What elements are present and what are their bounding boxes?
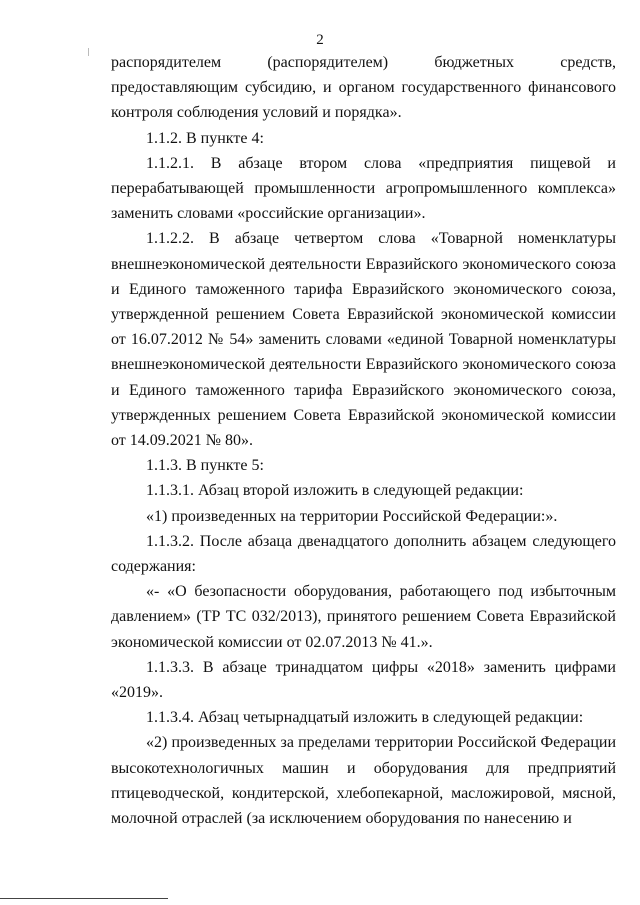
bottom-rule	[0, 898, 168, 899]
margin-mark	[88, 48, 89, 56]
paragraph-1-1-3-4: 1.1.3.4. Абзац четырнадцатый изложить в следующей редакции:	[146, 709, 584, 727]
paragraph-1-1-3-1: 1.1.3.1. Абзац второй изложить в следующей редакции:	[146, 482, 524, 500]
paragraph-1-1-3-heading: 1.1.3. В пункте 5:	[146, 457, 264, 475]
document-body	[111, 50, 616, 831]
page-number: 2	[316, 32, 324, 48]
paragraph-quote-1: «1) произведенных на территории Российской Федерации:».	[146, 507, 558, 525]
paragraph-1-1-2-1: 1.1.2.1. В абзаце втором слова «предприятия пищевой и перерабатывающей промышленности агропромышленного комплекса» заменить словами «российские организации».	[111, 154, 616, 223]
paragraph-quote-2: «2) произведенных за пределами территории Российской Федерации высокотехнологичных машин и оборудования для предприятий птицеводческой, кондитерской, хлебопекарной, масложировой, мясной, молочной отраслей (за исключением оборудования по нанесению и	[111, 734, 616, 828]
paragraph-1-1-3-3: 1.1.3.3. В абзаце тринадцатом цифры «2018» заменить цифрами «2019».	[111, 658, 616, 702]
paragraph-1-1-3-2: 1.1.3.2. После абзаца двенадцатого дополнить абзацем следующего содержания:	[111, 532, 616, 576]
paragraph-continuation: распорядителем (распорядителем) бюджетных средств, предоставляющим субсидию, и органом государственного финансового контроля соблюдения условий и порядка».	[111, 54, 616, 122]
paragraph-1-1-2-heading: 1.1.2. В пункте 4:	[146, 129, 264, 147]
paragraph-quote-regulation: «- «О безопасности оборудования, работающего под избыточным давлением» (ТР ТС 032/2013), принятого решением Совета Евразийской экономической комиссии от 02.07.2013 № 41.».	[111, 583, 616, 651]
paragraph-1-1-2-2: 1.1.2.2. В абзаце четвертом слова «Товарной номенклатуры внешнеэкономической деятельности Евразийского экономического союза и Единого таможенного тарифа Евразийского экономического союза, утвержденной решением Совета Евразийской экономической комиссии от 16.07.2012 № 54» заменить словами «единой Товарной номенклатуры внешнеэкономической деятельности Евразийского экономического союза и Единого таможенного тарифа Евразийского экономического союза, утвержденных решением Совета Евразийской экономической комиссии от 14.09.2021 № 80».	[111, 230, 616, 450]
